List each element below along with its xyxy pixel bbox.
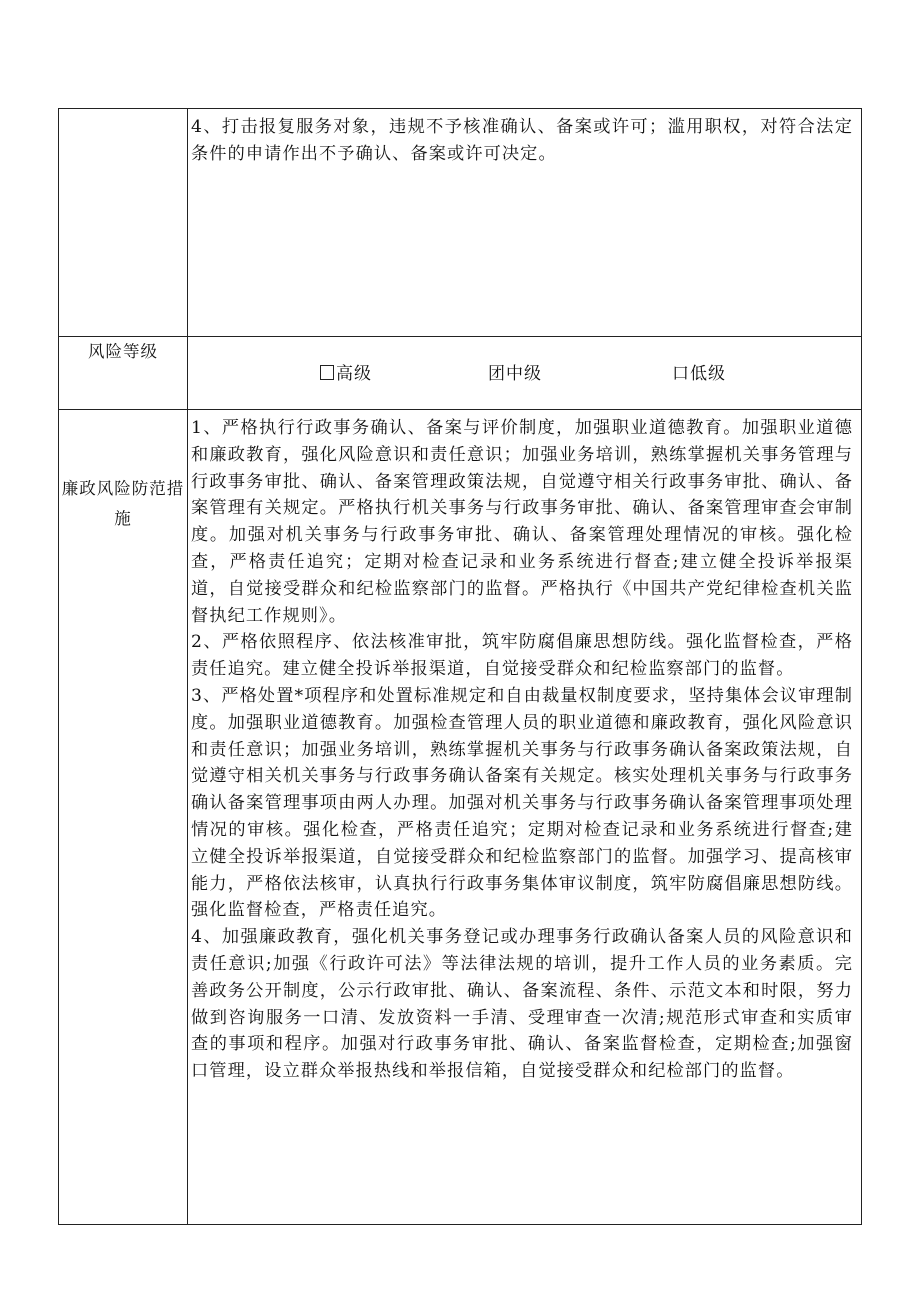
- level-low-mark: 口: [672, 364, 690, 384]
- measures-label: 廉政风险防范措施: [61, 479, 185, 528]
- table-row-risk-level: [59, 337, 862, 410]
- checkbox-empty-icon: [320, 365, 334, 380]
- risk-table: [58, 108, 862, 1225]
- label-cell-measures: [59, 410, 188, 1225]
- level-medium-mark: 团: [488, 364, 506, 384]
- risk-level-options: [188, 337, 861, 409]
- level-option-high: [320, 359, 372, 384]
- risk-level-label: 风险等级: [88, 342, 158, 361]
- measure-item-4: 4、加强廉政教育，强化机关事务登记或办理事务行政确认备案人员的风险意识和责任意识;加强《行政许可法》等法律法规的培训，提升工作人员的业务素质。完善政务公开制度，公示行政审批、确认、备案流程、条件、示范文本和时限，努力做到咨询服务一口清、发放资料一手清、受理审查一次清;规范形式审查和实质审查的事项和程序。加强对行政事务审批、确认、备案监督检查，定期检查;加强窗口管理，设立群众举报热线和举报信箱，自觉接受群众和纪检部门的监督。: [191, 927, 853, 1082]
- content-cell-risk-level: [188, 337, 862, 410]
- measure-item-2: 2、严格依照程序、依法核准审批，筑牢防腐倡廉思想防线。强化监督检查，严格责任追究。建立健全投诉举报渠道，自觉接受群众和纪检监察部门的监督。: [191, 632, 853, 680]
- level-option-low: [672, 359, 726, 384]
- level-high-label: 高级: [336, 364, 372, 384]
- risk-point-4-text: 4、打击报复服务对象，违规不予核准确认、备案或许可；滥用职权，对符合法定条件的申请作出不予确认、备案或许可决定。: [191, 117, 853, 164]
- content-cell-measures: [188, 410, 862, 1225]
- level-low-label: 低级: [690, 364, 726, 384]
- content-cell-risk-points: [188, 109, 862, 337]
- label-cell-risk-level: [59, 337, 188, 410]
- table-row-measures: [59, 410, 862, 1225]
- level-option-medium: [488, 359, 542, 384]
- table-row-risk-points: [59, 109, 862, 337]
- label-cell-empty: [59, 109, 188, 337]
- measure-item-3: 3、严格处置*项程序和处置标准规定和自由裁量权制度要求，坚持集体会议审理制度。加强职业道德教育。加强检查管理人员的职业道德和廉政教育，强化风险意识和责任意识；加强业务培训，熟练掌握机关事务与行政事务确认备案政策法规，自觉遵守相关机关事务与行政事务确认备案有关规定。核实处理机关事务与行政事务确认备案管理事项由两人办理。加强对机关事务与行政事务确认备案管理事项处理情况的审核。强化检查，严格责任追究；定期对检查记录和业务系统进行督查;建立健全投诉举报渠道，自觉接受群众和纪检监察部门的监督。加强学习、提高核审能力，严格依法核审，认真执行行政事务集体审议制度，筑牢防腐倡廉思想防线。强化监督检查，严格责任追究。: [191, 685, 853, 921]
- level-medium-label: 中级: [506, 364, 542, 384]
- measure-item-1: 1、严格执行行政事务确认、备案与评价制度，加强职业道德教育。加强职业道德和廉政教育，强化风险意识和责任意识；加强业务培训，熟练掌握机关事务管理与行政事务审批、确认、备案管理政策法规，自觉遵守相关行政事务审批、确认、备案管理有关规定。严格执行机关事务与行政事务审批、确认、备案管理审查会审制度。加强对机关事务与行政事务审批、确认、备案管理处理情况的审核。强化检查，严格责任追究；定期对检查记录和业务系统进行督查;建立健全投诉举报渠道，自觉接受群众和纪检监察部门的监督。严格执行《中国共产党纪律检查机关监督执纪工作规则》。: [191, 418, 853, 626]
